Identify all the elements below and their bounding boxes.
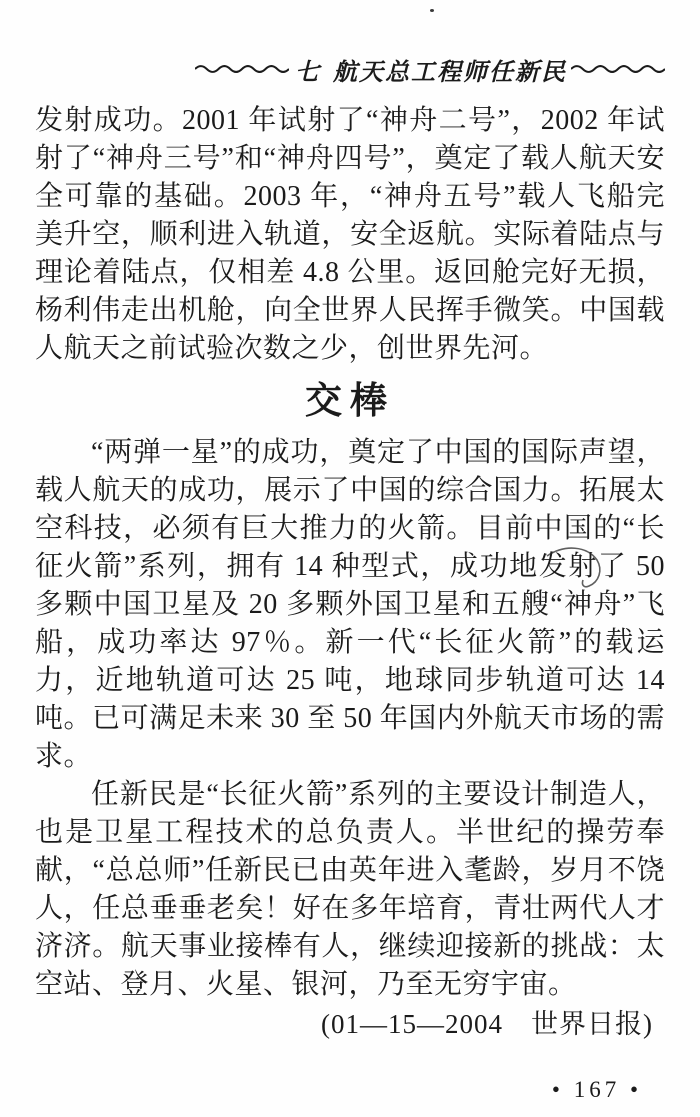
chapter-title: 航天总工程师任新民 [333,59,567,86]
wavy-rule-right-icon [571,63,665,75]
page-body [35,102,665,1044]
scan-speck [430,9,434,12]
page-header [35,52,665,86]
wavy-rule-left-icon [195,63,289,75]
paragraph: “两弹一星”的成功，奠定了中国的国际声望，载人航天的成功，展示了中国的综合国力。拓展太空科技，必须有巨大推力的火箭。目前中国的“长征火箭”系列，拥有 14 种型式，成功地发射了 50 多颗中国卫星及 20 多颗外国卫星和五艘“神舟”飞船，成功率达 97％。新一代“长征火箭”的载运力，近地轨道可达 25 吨，地球同步轨道可达 14 吨。已可满足未来 30 至 50 年国内外航天市场的需求。 [35,437,665,772]
chapter-number: 七 [295,59,319,86]
page-footer [552,1077,642,1103]
page-number: • 167 • [551,1077,642,1102]
attribution-line: (01—15—2004 世界日报) [321,1009,653,1039]
paragraph: 任新民是“长征火箭”系列的主要设计制造人，也是卫星工程技术的总负责人。半世纪的操劳奉献，“总总师”任新民已由英年进入耄龄，岁月不饶人，任总垂垂老矣！好在多年培育，青壮两代人才济济。航天事业接棒有人，继续迎接新的挑战：太空站、登月、火星、银河，乃至无穷宇宙。 [35,779,665,1000]
paragraph-continuation: 发射成功。2001 年试射了“神舟二号”，2002 年试射了“神舟三号”和“神舟四号”，奠定了载人航天安全可靠的基础。2003 年，“神舟五号”载人飞船完美升空，顺利进入轨道，安全返航。实际着陆点与理论着陆点，仅相差 4.8 公里。返回舱完好无损，杨利伟走出机舱，向全世界人民挥手微笑。中国载人航天之前试验次数之少，创世界先河。 [35,105,665,364]
section-heading: 交棒 [305,381,395,422]
